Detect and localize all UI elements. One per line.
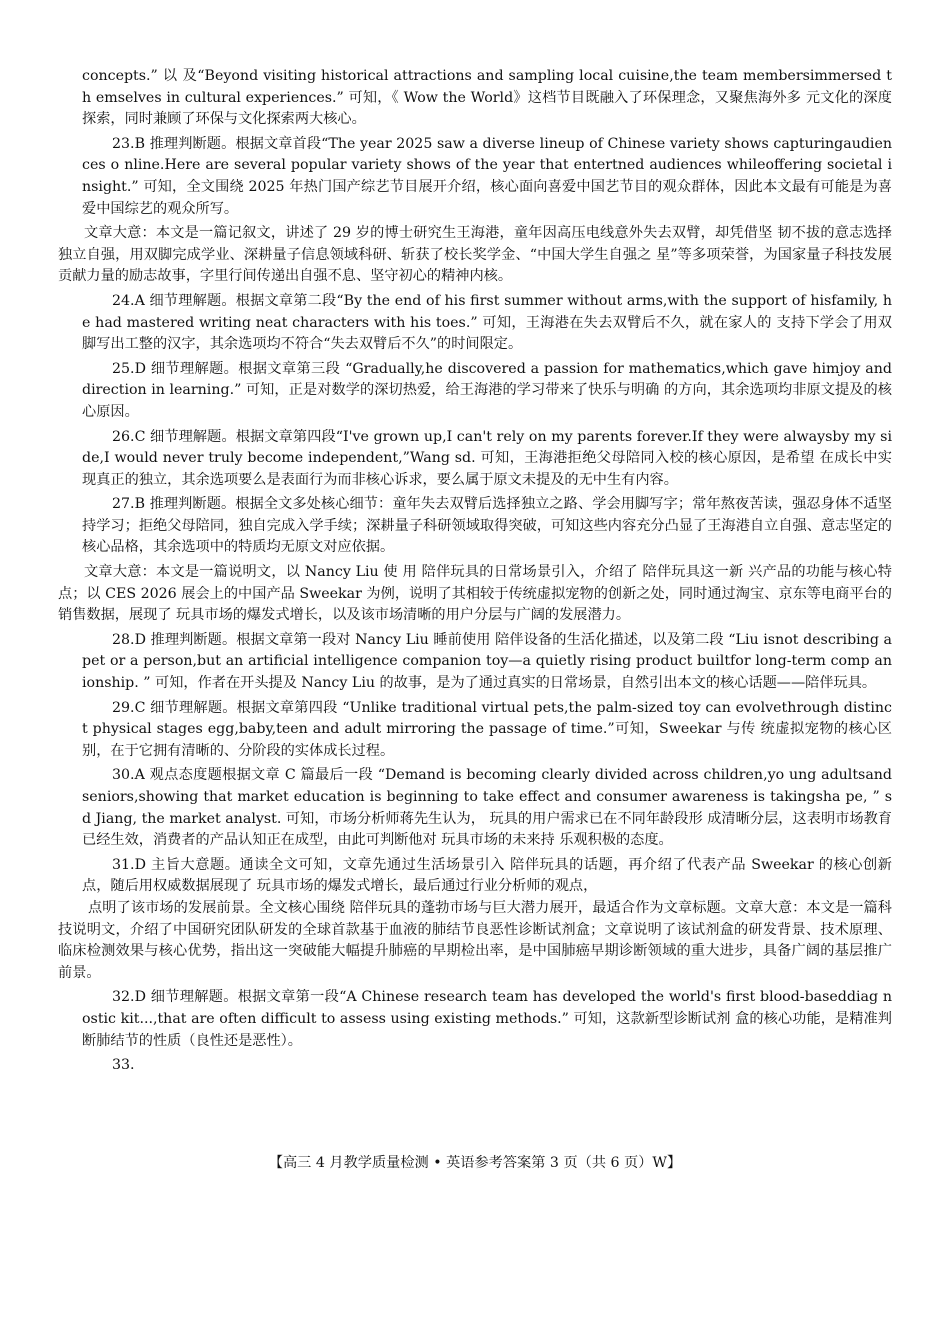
paragraph-text: concepts.” 以 及“Beyond visiting historical attractions and sampling local cuisine,the team membersimmersed th emselves in cultural experiences.” 可知，《 Wow the World》这档节目既融入了环保理念，又聚焦海外多 元文化的深度探索，同时兼顾了环保与文化探索两大核心。	[82, 68, 892, 128]
paragraph-text: 30.A 观点态度题根据文章 C 篇最后一段 “Demand is becoming clearly divided across children,yo ung adultsand seniors,showing that market education is beginning to take effect and consumer awareness is takingsha pe, ” sd Jiang, the market analyst. 可知，市场分析师蒋先生认为， 玩具的用户需求已在不同年龄段形 成清晰分层，这表明市场教育已经生效，消费者的产品认知正在成型，由此可判断他对 玩具市场的未来持 乐观积极的态度。	[82, 767, 892, 849]
paragraph-text: 33.	[112, 1057, 135, 1074]
paragraph-text: 文章大意：本文是一篇记叙文，讲述了 29 岁的博士研究生王海港，童年因高压电线意外失去双臂，却凭借坚 韧不拔的意志选择独立自强，用双脚完成学业、深耕量子信息领域科研、斩获了校长奖学金、“中国大学生自强之 星”等多项荣誉，为国家量子科技发展贡献力量的励志故事，字里行间传递出自强不息、坚守初心的精神内核。	[58, 225, 892, 285]
paragraph-text: 31.D 主旨大意题。通读全文可知，文章先通过生活场景引入 陪伴玩具的话题，再介绍了代表产品 Sweekar 的核心创新点，随后用权威数据展现了 玩具市场的爆发式增长，最后通过行业分析师的观点，	[82, 856, 892, 895]
answer-24	[58, 291, 892, 356]
answer-30	[58, 765, 892, 851]
answer-31-tail-and-summary-d	[58, 898, 892, 984]
answer-23	[58, 134, 892, 220]
paragraph-text: 点明了该市场的发展前景。全文核心围绕 陪伴玩具的蓬勃市场与巨大潜力展开，最适合作为文章标题。文章大意：本文是一篇科技说明文，介绍了中国研究团队研发的全球首款基于血液的肺结节良恶性诊断试剂盒；文章说明了该试剂盒的研发背景、技术原理、临床检测效果与核心优势，指出这一突破能大幅提升肺癌的早期检出率，是中国肺癌早期诊断领域的重大进步，具备广阔的基层推广前景。	[58, 899, 892, 981]
passage-summary-b	[58, 223, 892, 288]
answer-32	[58, 987, 892, 1052]
paragraph-text: 29.C 细节理解题。根据文章第四段 “Unlike traditional virtual pets,the palm-sized toy can evolvethrough distinct physical stages egg,baby,teen and adult mirroring the passage of time.”可知，Sweekar 与传 统虚拟宠物的核心区别，在于它拥有清晰的、分阶段的实体成长过程。	[82, 699, 892, 759]
answer-continuation-22	[58, 66, 892, 131]
answer-25	[58, 359, 892, 424]
paragraph-text: 23.B 推理判断题。根据文章首段“The year 2025 saw a diverse lineup of Chinese variety shows capturingaudiences o nline.Here are several popular variety shows of the year that entertned audiences whileoffering societal insight.” 可知，全文围绕 2025 年热门国产综艺节目展开介绍，核心面向喜爱中国艺节目的观众群体，因此本文最有可能是为喜 爱中国综艺的观众所写。	[82, 135, 892, 217]
paragraph-text: 26.C 细节理解题。根据文章第四段“I've grown up,I can't rely on my parents forever.If they were alwaysby my si de,I would never truly become independent,”Wang sd. 可知，王海港拒绝父母陪同入校的核心原因，是希望 在成长中实现真正的独立，其余选项要么是表面行为而非核心诉求，要么属于原文未提及的无中生有内容。	[82, 428, 892, 488]
paragraph-text: 25.D 细节理解题。根据文章第三段 “Gradually,he discovered a passion for mathematics,which gave himjoy and direction in learning.” 可知，正是对数学的深切热爱，给王海港的学习带来了快乐与明确 的方向，其余选项均非原文提及的核心原因。	[82, 360, 892, 420]
answer-26	[58, 427, 892, 492]
page-footer: 【高三 4 月教学质量检测 • 英语参考答案第 3 页（共 6 页）W】	[268, 1155, 682, 1171]
paragraph-text: 文章大意：本文是一篇说明文，以 Nancy Liu 使 用 陪伴玩具的日常场景引入，介绍了 陪伴玩具这一新 兴产品的功能与核心特点；以 CES 2026 展会上的中国产品 Sweekar 为例，说明了其相较于传统虚拟宠物的创新之处，同时通过淘宝、京东等电商平台的销售数据，展现了 玩具市场的爆发式增长，以及该市场清晰的用户分层与广阔的发展潜力。	[58, 564, 892, 624]
paragraph-text: 32.D 细节理解题。根据文章第一段“A Chinese research team has developed the world's first blood-baseddiag nostic kit...,that are often difficult to assess using existing methods.” 可知，这款新型诊断试剂 盒的核心功能，是精准判断肺结节的性质（良性还是恶性）。	[82, 989, 892, 1049]
answer-27	[58, 494, 892, 559]
answer-31	[58, 855, 892, 898]
paragraph-text: 27.B 推理判断题。根据全文多处核心细节：童年失去双臂后选择独立之路、学会用脚写字；常年熬夜苦读，强忍身体不适坚持学习；拒绝父母陪同，独自完成入学手续；深耕量子科研领域取得突破，可知这些内容充分凸显了王海港自立自强、意志坚定的核心品格，其余选项中的特质均无原文对应依据。	[82, 496, 892, 556]
answer-29	[58, 698, 892, 763]
paragraph-text: 24.A 细节理解题。根据文章第二段“By the end of his first summer without arms,with the support of hisfamily, he had mastered writing neat characters with his toes.” 可知，王海港在失去双臂后不久，就在家人的 支持下学会了用双脚写出工整的汉字，其余选项均不符合“失去双臂后不久”的时间限定。	[82, 292, 892, 353]
answer-key-body	[58, 66, 892, 1080]
paragraph-text: 28.D 推理判断题。根据文章第一段对 Nancy Liu 睡前使用 陪伴设备的生活化描述，以及第二段 “Liu isnot describing a pet or a person,but an artificial intelligence companion toy—a quietly rising product builtfor long-term comp anionship. ” 可知，作者在开头提及 Nancy Liu 的故事，是为了通过真实的日常场景，自然引出本文的核心话题——陪伴玩具。	[82, 631, 892, 692]
passage-summary-c	[58, 562, 892, 627]
answer-33	[58, 1055, 892, 1077]
answer-28	[58, 630, 892, 695]
